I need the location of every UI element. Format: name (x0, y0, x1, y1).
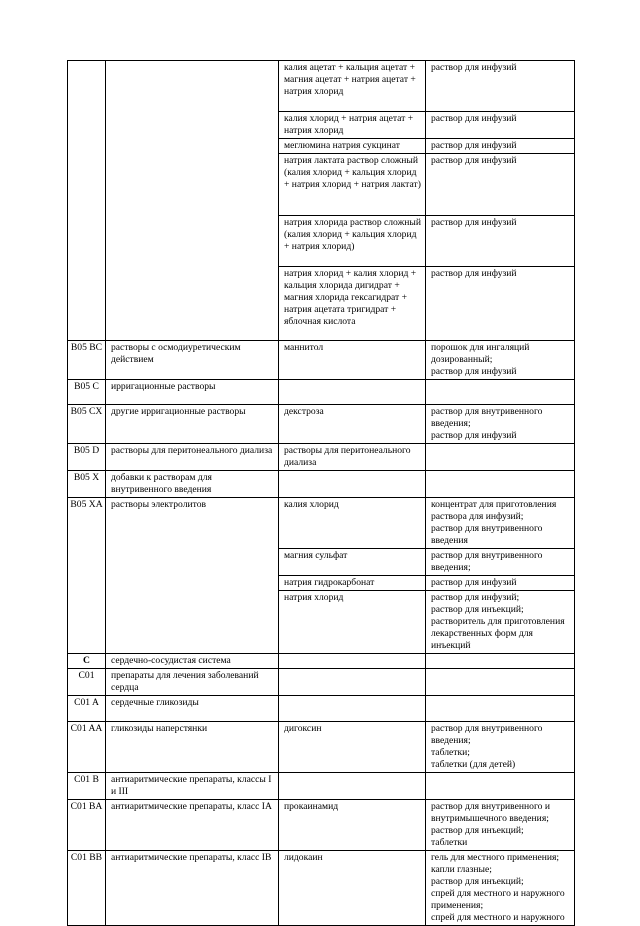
form-line: раствор для инфузий (431, 366, 517, 377)
forms-cell (426, 405, 575, 444)
atc-code-cell: B05 X (68, 471, 106, 498)
form-line: раствор для внутривенного введения (431, 523, 543, 546)
group-cell: другие ирригационные растворы (106, 405, 279, 444)
medication-table (67, 60, 575, 926)
group-cell: сердечно-сосудистая система (106, 654, 279, 669)
table-row (68, 654, 575, 669)
inn-cell: маннитол (279, 341, 426, 380)
form-line: раствор для инфузий (431, 577, 517, 588)
form-line: порошок для ингаляций дозированный; (431, 342, 530, 365)
group-cell: антиаритмические препараты, класс IB (106, 851, 279, 926)
form-line: таблетки (431, 837, 468, 848)
group-cell (106, 61, 279, 341)
form-line: раствор для внутривенного введения; (431, 723, 543, 746)
group-cell: препараты для лечения заболеваний сердца (106, 669, 279, 696)
atc-code-cell: C (68, 654, 106, 669)
group-cell: сердечные гликозиды (106, 696, 279, 722)
form-line: раствор для внутривенного введения; (431, 406, 543, 429)
inn-cell: натрия гидрокарбонат (279, 576, 426, 591)
form-line: таблетки; (431, 747, 470, 758)
inn-cell: меглюмина натрия сукцинат (279, 139, 426, 154)
atc-code-cell: C01 BA (68, 800, 106, 851)
form-line: раствор для инъекций; (431, 604, 524, 615)
form-line: концентрат для приготовления раствора для инфузий; (431, 499, 557, 522)
forms-cell (426, 444, 575, 471)
table-row (68, 471, 575, 498)
form-line: капли глазные; (431, 864, 492, 875)
inn-cell (279, 669, 426, 696)
form-line: раствор для инъекций; (431, 825, 524, 836)
form-line: раствор для инфузий (431, 113, 517, 124)
table-row (68, 696, 575, 722)
inn-cell: декстроза (279, 405, 426, 444)
atc-code-cell: B05 XA (68, 498, 106, 654)
form-line: раствор для внутривенного введения; (431, 550, 543, 573)
atc-code-cell: C01 AA (68, 722, 106, 773)
form-line: раствор для инфузий (431, 268, 517, 279)
atc-code-cell: C01 BB (68, 851, 106, 926)
form-line: раствор для инъекций; (431, 876, 524, 887)
forms-cell (426, 267, 575, 341)
group-cell: гликозиды наперстянки (106, 722, 279, 773)
atc-code-cell: B05 D (68, 444, 106, 471)
atc-code-cell: B05 CX (68, 405, 106, 444)
atc-code-cell: C01 (68, 669, 106, 696)
group-cell: антиаритмические препараты, класс IA (106, 800, 279, 851)
forms-cell (426, 498, 575, 549)
inn-cell: лидокаин (279, 851, 426, 926)
table-row (68, 498, 575, 549)
inn-cell: натрия хлорид (279, 591, 426, 654)
group-cell: добавки к растворам для внутривенного введения (106, 471, 279, 498)
inn-cell: калия ацетат + кальция ацетат + магния ацетат + натрия ацетат + натрия хлорид (279, 61, 426, 112)
inn-cell: натрия хлорида раствор сложный (калия хлорид + кальция хлорид + натрия хлорид) (279, 216, 426, 267)
atc-code-cell: C01 B (68, 773, 106, 800)
form-line: спрей для местного и наружного применения; (431, 888, 565, 911)
inn-cell: прокаинамид (279, 800, 426, 851)
table-row (68, 851, 575, 926)
group-cell: ирригационные растворы (106, 380, 279, 405)
inn-cell: калия хлорид (279, 498, 426, 549)
form-line: раствор для инфузий (431, 217, 517, 228)
inn-cell: магния сульфат (279, 549, 426, 576)
forms-cell (426, 549, 575, 576)
inn-cell: натрия лактата раствор сложный (калия хлорид + кальция хлорид + натрия хлорид + натрия лактат) (279, 154, 426, 216)
forms-cell (426, 722, 575, 773)
forms-cell (426, 696, 575, 722)
inn-cell (279, 380, 426, 405)
form-line: раствор для инфузий (431, 140, 517, 151)
group-cell: растворы для перитонеального диализа (106, 444, 279, 471)
forms-cell (426, 773, 575, 800)
inn-cell: дигоксин (279, 722, 426, 773)
forms-cell (426, 139, 575, 154)
table-row (68, 380, 575, 405)
inn-cell (279, 471, 426, 498)
table-row (68, 405, 575, 444)
atc-code-cell: B05 C (68, 380, 106, 405)
table-row (68, 61, 575, 112)
forms-cell (426, 380, 575, 405)
inn-cell: калия хлорид + натрия ацетат + натрия хлорид (279, 112, 426, 139)
forms-cell (426, 654, 575, 669)
forms-cell (426, 471, 575, 498)
inn-cell: растворы для перитонеального диализа (279, 444, 426, 471)
forms-cell (426, 800, 575, 851)
group-cell: антиаритмические препараты, классы I и III (106, 773, 279, 800)
forms-cell (426, 154, 575, 216)
table-row (68, 800, 575, 851)
inn-cell (279, 773, 426, 800)
inn-cell: натрия хлорид + калия хлорид + кальция хлорида дигидрат + магния хлорида гексагидрат + натрия ацетата тригидрат + яблочная кислота (279, 267, 426, 341)
forms-cell (426, 112, 575, 139)
table-row (68, 722, 575, 773)
form-line: раствор для инфузий (431, 62, 517, 73)
forms-cell (426, 216, 575, 267)
form-line: раствор для инфузий; (431, 592, 520, 603)
form-line: растворитель для приготовления лекарственных форм для инъекций (431, 616, 565, 651)
group-cell: растворы электролитов (106, 498, 279, 654)
forms-cell (426, 669, 575, 696)
inn-cell (279, 696, 426, 722)
form-line: раствор для инфузий (431, 155, 517, 166)
form-line: раствор для внутривенного и внутримышечного введения; (431, 801, 550, 824)
atc-code-cell: C01 A (68, 696, 106, 722)
form-line: таблетки (для детей) (431, 759, 516, 770)
forms-cell (426, 61, 575, 112)
forms-cell (426, 341, 575, 380)
atc-code-cell (68, 61, 106, 341)
form-line: спрей для местного и наружного (431, 912, 565, 923)
forms-cell (426, 591, 575, 654)
table-row (68, 341, 575, 380)
table-row (68, 669, 575, 696)
group-cell: растворы с осмодиуретическим действием (106, 341, 279, 380)
form-line: раствор для инфузий (431, 430, 517, 441)
inn-cell (279, 654, 426, 669)
table-row (68, 444, 575, 471)
forms-cell (426, 851, 575, 926)
atc-code-cell: B05 BC (68, 341, 106, 380)
forms-cell (426, 576, 575, 591)
table-row (68, 773, 575, 800)
form-line: гель для местного применения; (431, 852, 560, 863)
